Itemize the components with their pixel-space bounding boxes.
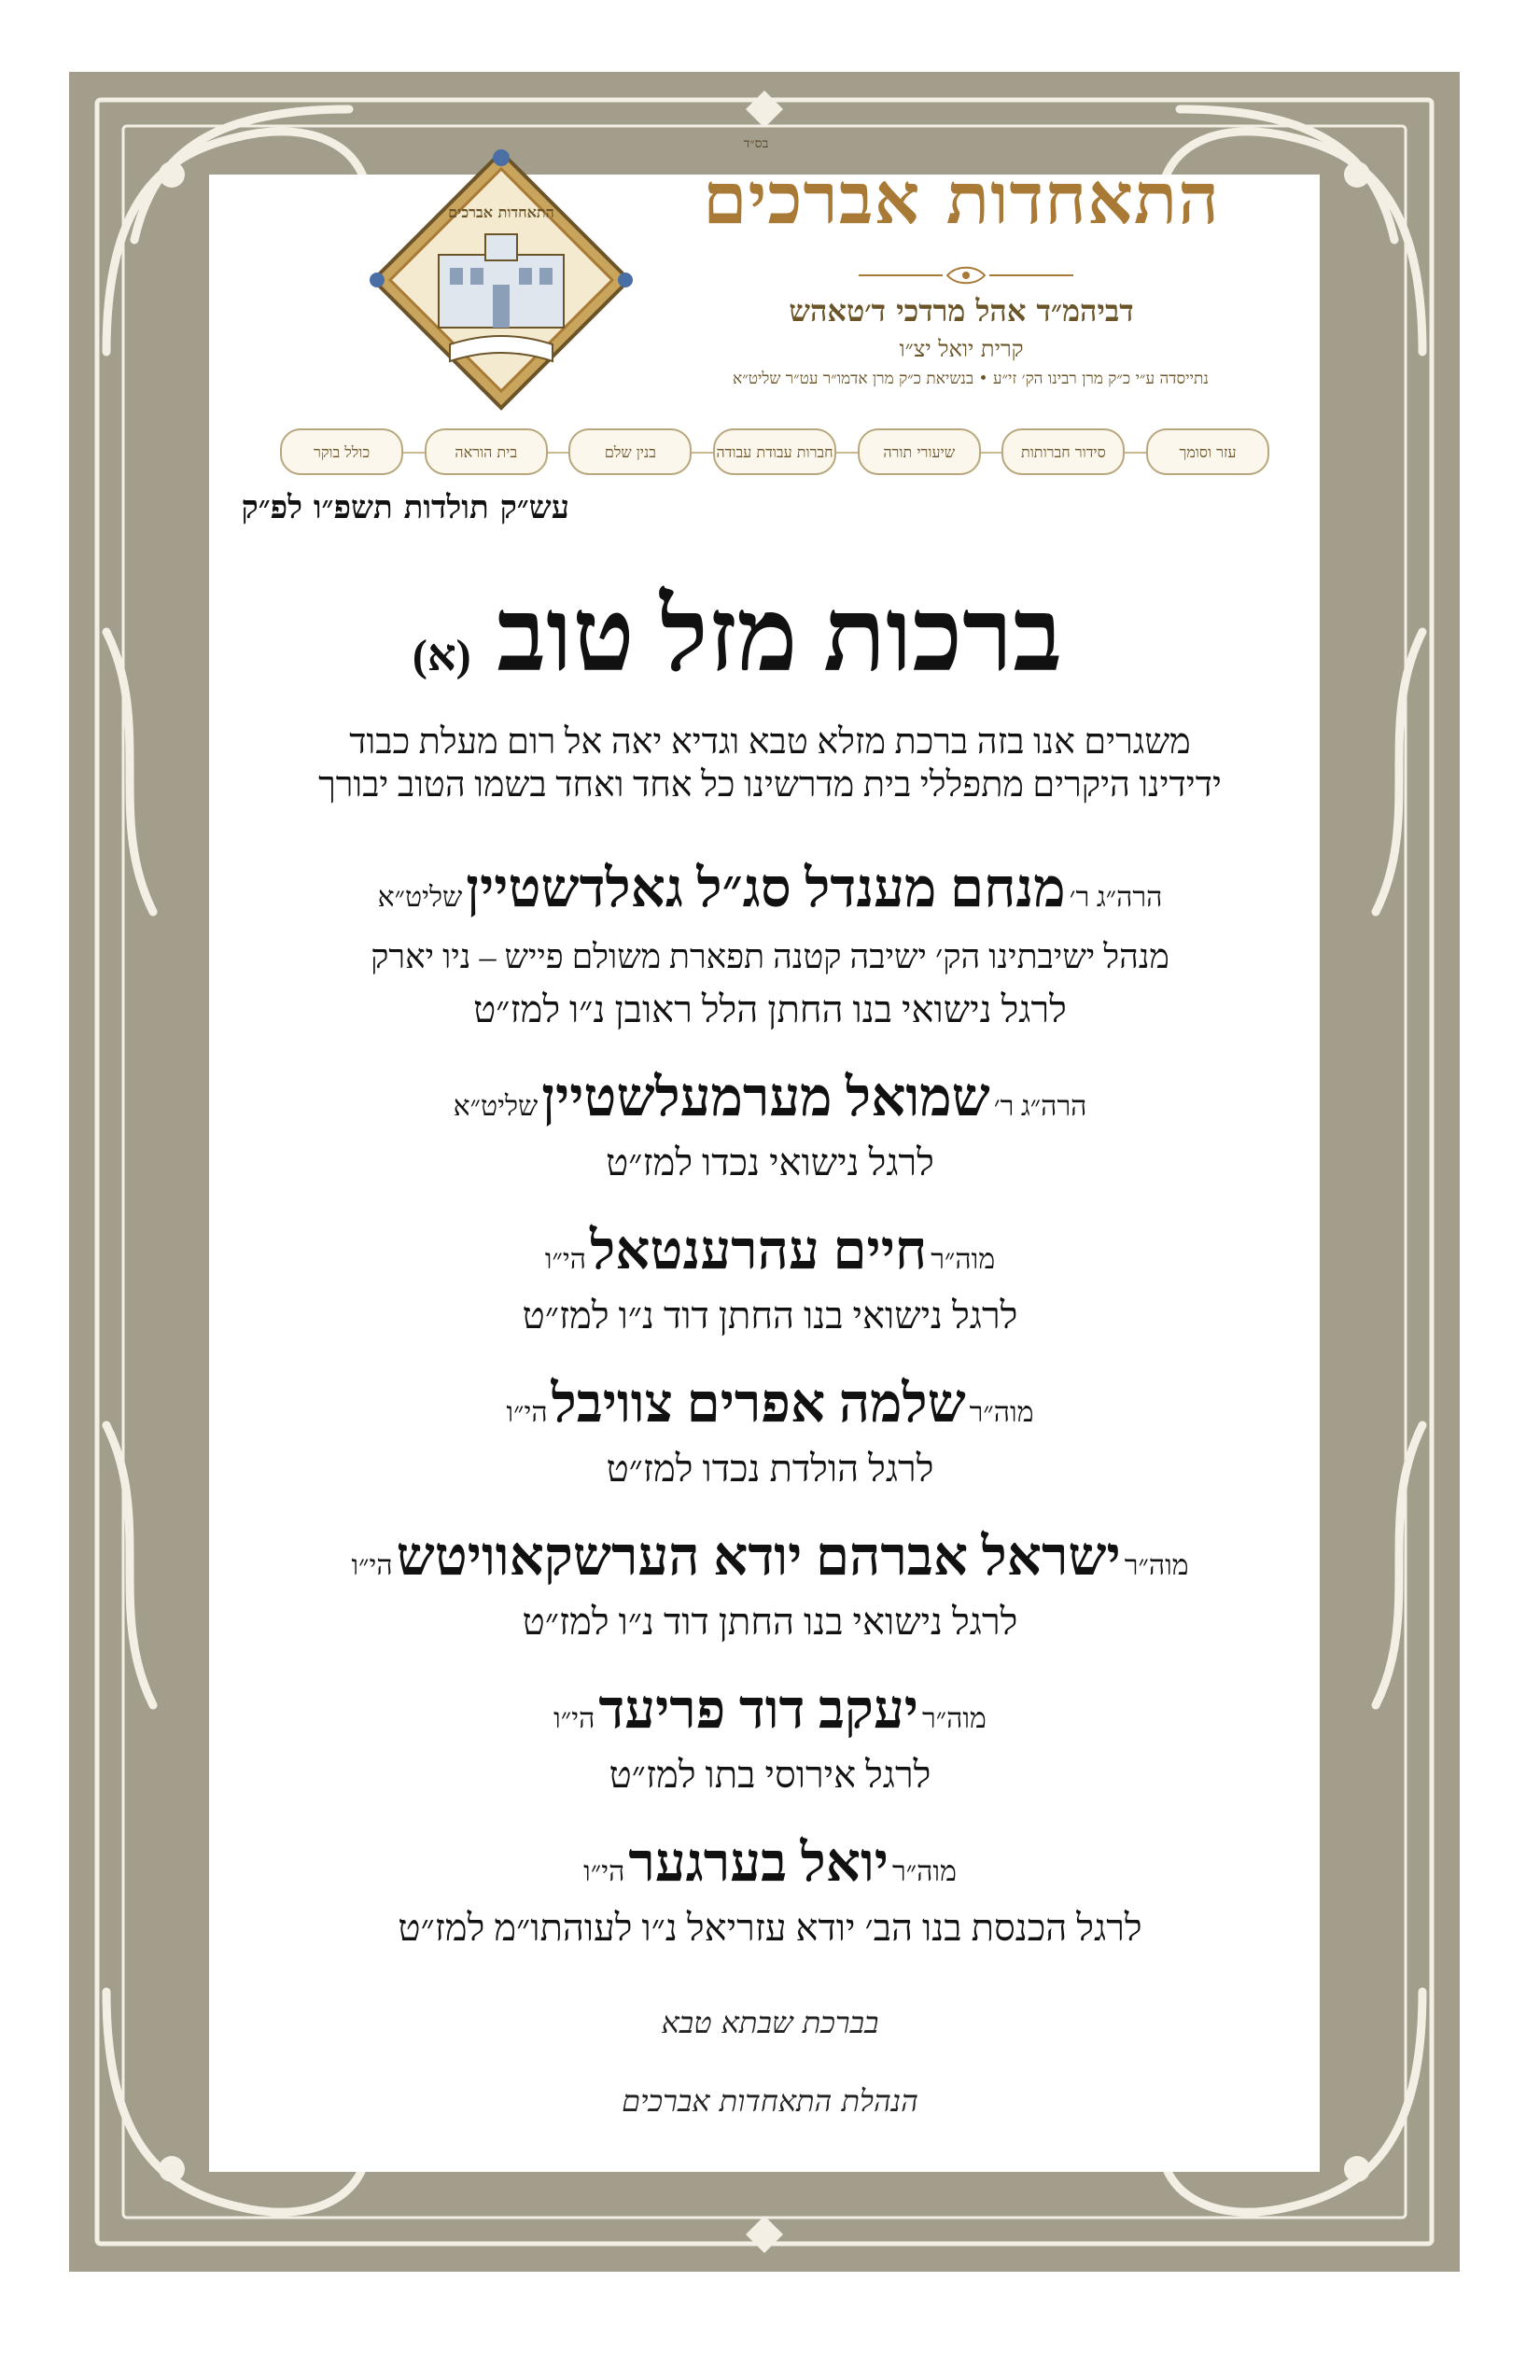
main-title	[327, 577, 1148, 695]
main-title-number: (א)	[412, 631, 471, 680]
divider-ornament	[859, 265, 1073, 286]
nav-item-chevros-avodah: חברות עבודת עבודה	[713, 428, 836, 475]
honoree-7-name: יואל בערגער	[628, 1832, 889, 1893]
organization-logo	[366, 145, 637, 415]
honoree-5-suffix: הי״ו	[351, 1550, 393, 1581]
honoree-2-suffix: שליט״א	[453, 1091, 539, 1122]
honoree-5-occasion: לרגל נישואי בנו החתן דוד נ״ו למז״ט	[522, 1601, 1018, 1643]
nav-item-chavrusos: סידור חברותות	[1001, 428, 1125, 475]
honoree-5-name-line	[163, 1525, 1377, 1588]
honoree-6-prefix: מוה״ר	[921, 1703, 987, 1734]
honoree-1-occasion: לרגל נישואי בנו החתן הלל ראובן נ״ו למז״ט	[473, 988, 1067, 1030]
honoree-3-suffix: הי״ו	[544, 1244, 587, 1275]
honoree-6-name-line	[163, 1678, 1377, 1741]
honoree-2-prefix: הרה״ג ר׳	[993, 1091, 1087, 1122]
honoree-4-name-line	[163, 1372, 1377, 1435]
honoree-3-name-line	[163, 1219, 1377, 1281]
honoree-4-prefix: מוה״ר	[969, 1397, 1034, 1428]
organization-title: התאחדות אברכים	[703, 157, 1220, 240]
honoree-6-occasion: לרגל אירוסי בתו למז״ט	[609, 1754, 931, 1796]
honoree-1-name: מנחם מענדל סג״ל גאלדשטיין	[466, 858, 1066, 918]
logo-title: התאחדות אברכים	[448, 203, 554, 221]
honoree-2-name-line	[163, 1066, 1377, 1128]
intro-line-1: משגרים אנו בזה ברכת מזלא טבא וגדיא יאה אל רום מעלת כבוד	[349, 722, 1191, 762]
nav-item-binyan-sholem: בנין שלם	[568, 428, 692, 475]
honoree-5-name: ישראל אברהם יודא הערשקאוויטש	[396, 1526, 1121, 1587]
closing-blessing: בברכת שבתא טבא	[661, 2005, 879, 2040]
intro-text	[215, 721, 1325, 806]
honoree-2-occasion: לרגל נישואי נכדו למז״ט	[606, 1141, 934, 1183]
honoree-3-name: חיים עהרענטאל	[590, 1220, 928, 1281]
intro-line-2: ידידינו היקרים מתפללי בית מדרשינו כל אחד ואחד בשמו הטוב יבורך	[318, 765, 1222, 805]
honoree-7-prefix: מוה״ר	[892, 1856, 957, 1887]
honoree-5-prefix: מוה״ר	[1124, 1550, 1189, 1581]
nav-item-ezer-vesomech: עזר וסומך	[1146, 428, 1269, 475]
honoree-1-name-line	[163, 857, 1377, 919]
bsd-mark: בס״ד	[743, 136, 769, 151]
honoree-6-name: יעקב דוד פריעד	[598, 1679, 918, 1740]
honoree-3-prefix: מוה״ר	[931, 1244, 996, 1275]
honoree-1-prefix: הרה״ג ר׳	[1069, 882, 1163, 913]
honoree-1-suffix: שליט״א	[377, 882, 463, 913]
honoree-4-suffix: הי״ו	[506, 1397, 548, 1428]
organization-founding-line: נתייסדה ע״י כ״ק מרן רבינו הק׳ זי״ע • בנשיאת כ״ק מרן אדמו״ר עט״ר שליט״א	[733, 370, 1209, 388]
honoree-2-name: שמואל מערמעלשטיין	[541, 1067, 990, 1127]
nav-item-beis-horaah: בית הוראה	[425, 428, 548, 475]
closing-signature: הנהלת התאחדות אברכים	[622, 2083, 918, 2119]
nav-item-shiurei-torah: שיעורי תורה	[858, 428, 981, 475]
honoree-3-occasion: לרגל נישואי בנו החתן דוד נ״ו למז״ט	[522, 1295, 1018, 1337]
honoree-4-occasion: לרגל הולדת נכדו למז״ט	[606, 1448, 934, 1490]
honoree-4-name: שלמה אפרים צוויבל	[551, 1373, 966, 1434]
honoree-7-occasion: לרגל הכנסת בנו הב׳ יודא עזריאל נ״ו לעוהתו״מ למז״ט	[398, 1907, 1142, 1949]
honoree-7-suffix: הי״ו	[583, 1856, 625, 1887]
organization-location: קרית יואל יצ״ו	[899, 336, 1024, 362]
honoree-1-role: מנהל ישיבתינו הק׳ ישיבה קטנה תפארת משולם פייש – ניו יארק	[371, 938, 1169, 975]
nav-item-morning-kollel: כולל בוקר	[280, 428, 403, 475]
program-nav-bar	[280, 426, 1269, 478]
date-line: עש״ק תולדות תשפ״ו לפ״ק	[241, 489, 569, 526]
honoree-7-name-line	[163, 1831, 1377, 1894]
main-title-text: ברכות מזל טוב	[497, 579, 1063, 693]
honoree-6-suffix: הי״ו	[553, 1703, 595, 1734]
organization-subtitle: דביהמ״ד אהל מרדכי ד׳טאהש	[789, 293, 1134, 329]
